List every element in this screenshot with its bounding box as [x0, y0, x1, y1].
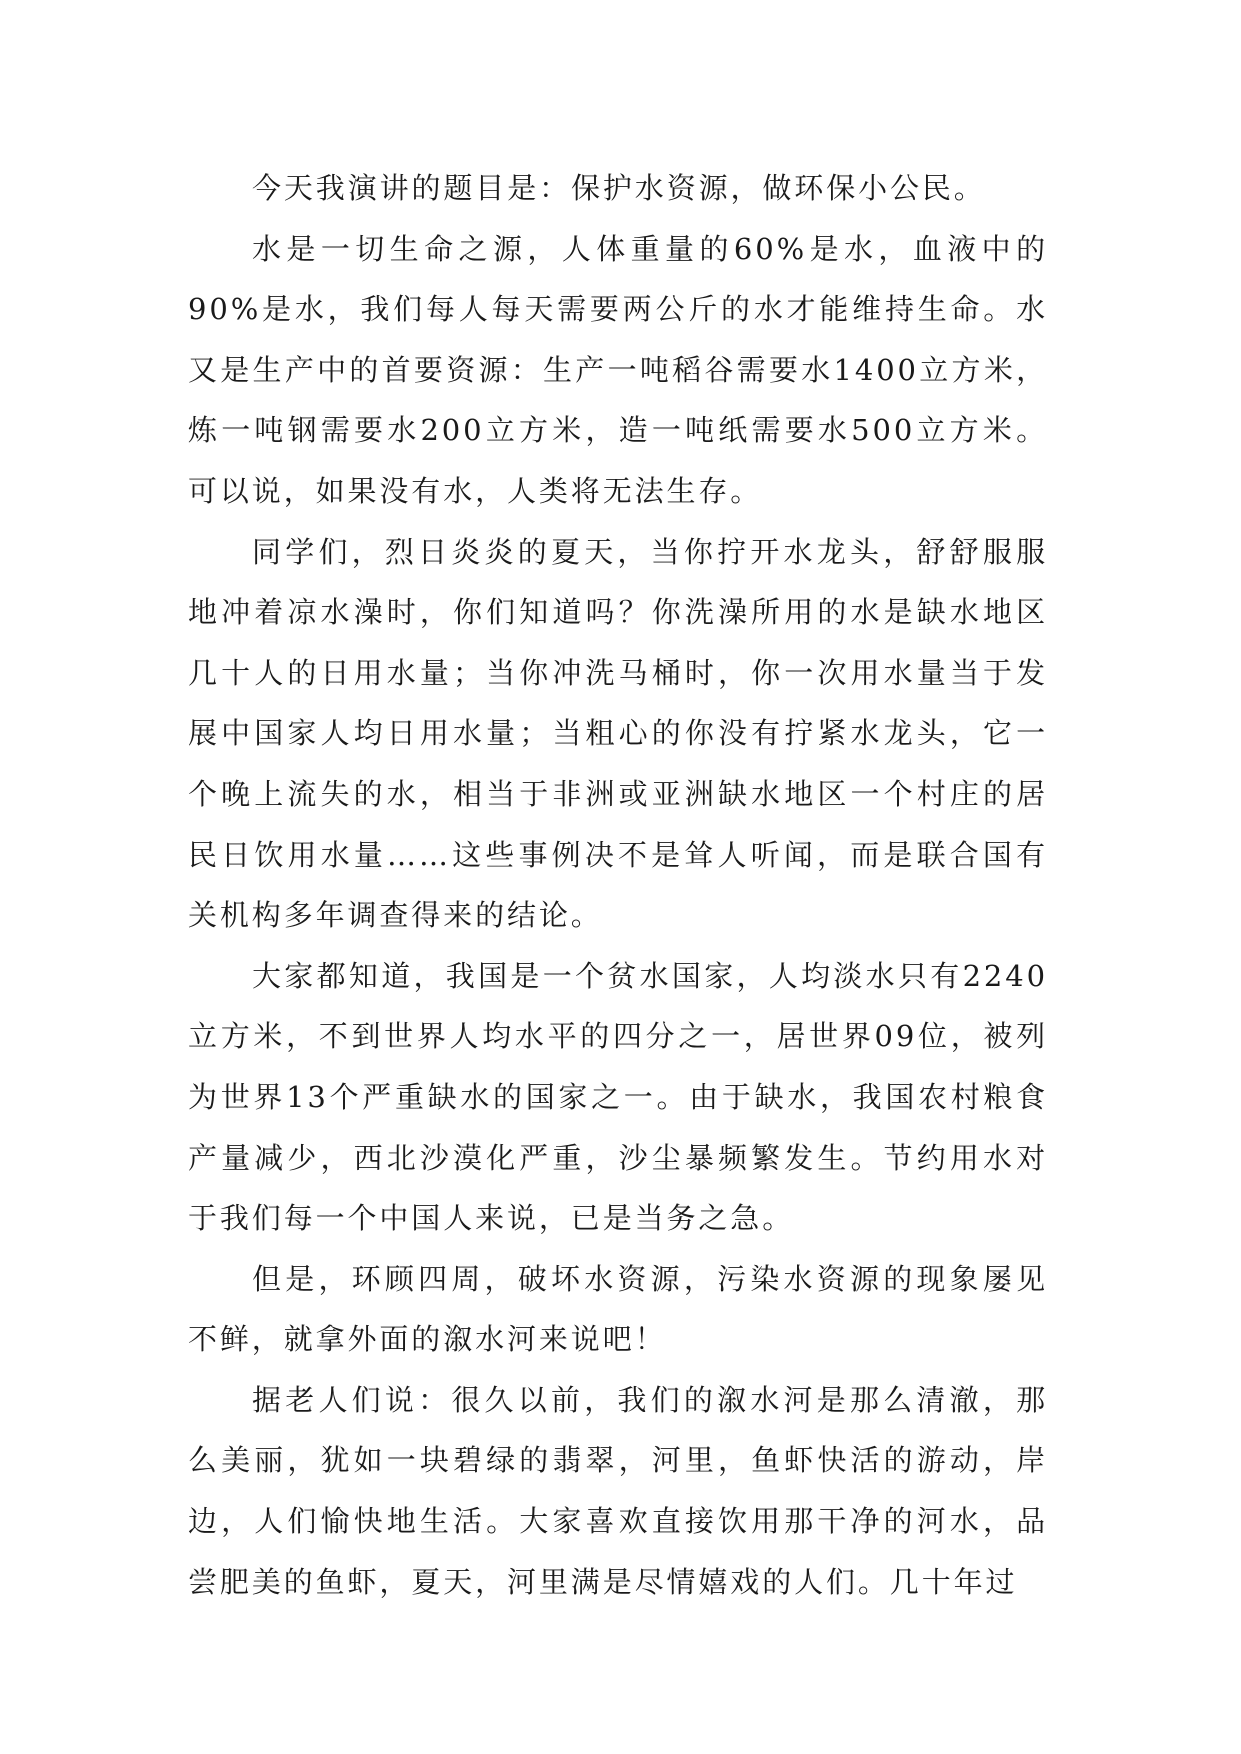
paragraph-river-history: 据老人们说：很久以前，我们的溆水河是那么清澈，那么美丽，犹如一块碧绿的翡翠，河里，鱼虾快活的游动，岸边，人们愉快地生活。大家喜欢直接饮用那干净的河水，品尝肥美的鱼虾，夏天，河里满是尽情嬉戏的人们。几十年过 [188, 1382, 1048, 1599]
paragraph-water-source-of-life: 水是一切生命之源，人体重量的60%是水，血液中的90%是水，我们每人每天需要两公斤的水才能维持生命。水又是生产中的首要资源：生产一吨稻谷需要水1400立方米，炼一吨钢需要水200立方米，造一吨纸需要水500立方米。可以说，如果没有水，人类将无法生存。 [188, 231, 1048, 508]
paragraph-water-scarcity: 大家都知道，我国是一个贫水国家，人均淡水只有2240立方米，不到世界人均水平的四分之一，居世界09位，被列为世界13个严重缺水的国家之一。由于缺水，我国农村粮食产量减少，西北沙漠化严重，沙尘暴频繁发生。节约用水对于我们每一个中国人来说，已是当务之急。 [188, 958, 1048, 1236]
paragraph-topic: 今天我演讲的题目是：保护水资源，做环保小公民。 [252, 171, 986, 205]
paragraph-pollution: 但是，环顾四周，破坏水资源，污染水资源的现象屡见不鲜，就拿外面的溆水河来说吧！ [188, 1261, 1048, 1357]
speech-body [188, 158, 1048, 1612]
paragraph-shower-usage: 同学们，烈日炎炎的夏天，当你拧开水龙头，舒舒服服地冲着凉水澡时，你们知道吗？你洗澡所用的水是缺水地区几十人的日用水量；当你冲洗马桶时，你一次用水量当于发展中国家人均日用水量；当粗心的你没有拧紧水龙头，它一个晚上流失的水，相当于非洲或亚洲缺水地区一个村庄的居民日饮用水量……这些事例决不是耸人听闻，而是联合国有关机构多年调查得来的结论。 [188, 534, 1048, 933]
